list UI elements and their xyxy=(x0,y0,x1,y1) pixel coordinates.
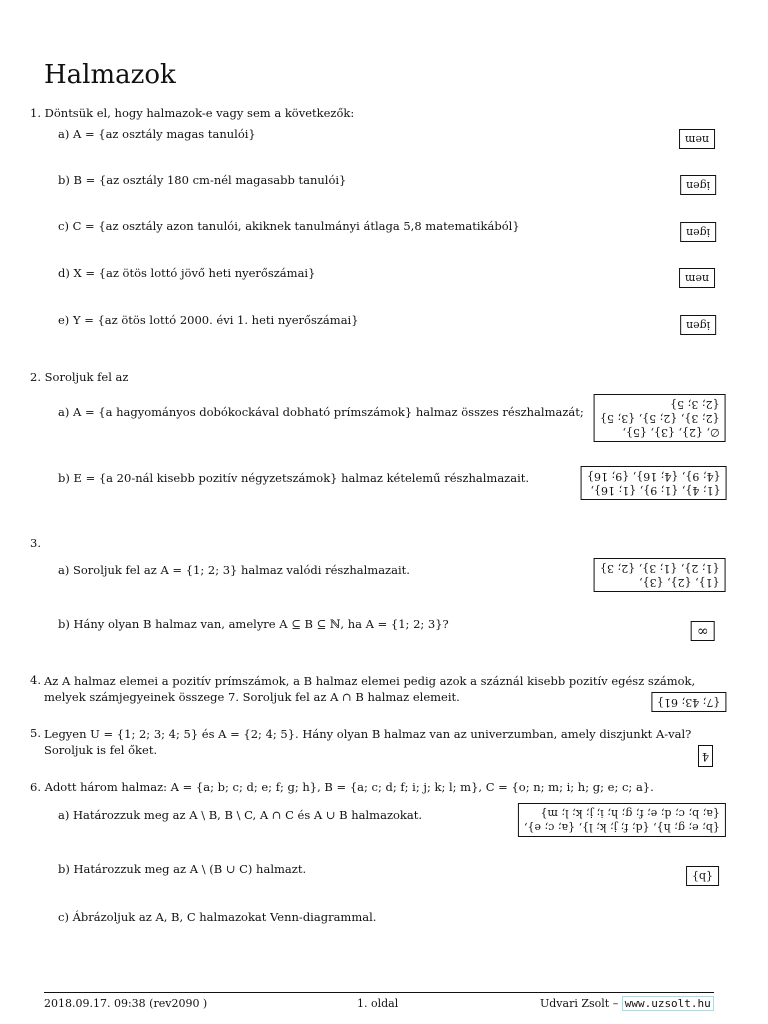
problem-6 xyxy=(30,780,654,794)
answer-box: nem xyxy=(679,129,715,149)
problem-6a: a) Határozzuk meg az A \ B, B \ C, A ∩ C és A ∪ B halmazokat. xyxy=(58,808,423,822)
problem-text: Az A halmaz elemei a pozitív prímszámok, a B halmaz elemei pedig azok a száznál kisebb pozitív egész számok, melyek számjegyeinek összege 7. Soroljuk fel az A ∩ B halmaz elemeit. xyxy=(44,674,696,704)
problem-number: 5. xyxy=(30,726,41,740)
page-title: Halmazok xyxy=(44,60,176,90)
answer-box: {b} xyxy=(686,866,719,886)
footer-date: 2018.09.17. 09:38 (rev2090 ) xyxy=(44,997,208,1010)
problem-1d: d) X = {az ötös lottó jövő heti nyerőszámai} xyxy=(58,266,316,280)
problem-3b: b) Hány olyan B halmaz van, amelyre A ⊆ B ⊆ ℕ, ha A = {1; 2; 3}? xyxy=(58,617,449,631)
footer-divider xyxy=(44,992,714,993)
answer-box: 4 xyxy=(698,745,713,767)
answer-box: {1}, {2}, {3}, {1; 2}, {1; 3}, {2; 3} xyxy=(594,558,726,592)
footer-author: Udvari Zsolt – www.uzsolt.hu xyxy=(540,997,714,1010)
footer-page-number: 1. oldal xyxy=(357,997,399,1010)
problem-number: 2. xyxy=(30,370,41,384)
problem-text: Legyen U = {1; 2; 3; 4; 5} és A = {2; 4; 5}. Hány olyan B halmaz van az univerzumban, amely diszjunkt A-val? Soroljuk is fel őket. xyxy=(44,727,692,757)
footer-url-link[interactable]: www.uzsolt.hu xyxy=(622,996,714,1011)
problem-number: 3. xyxy=(30,536,41,550)
answer-box: igen xyxy=(680,222,716,242)
problem-1b: b) B = {az osztály 180 cm-nél magasabb tanulói} xyxy=(58,173,347,187)
problem-1c: c) C = {az osztály azon tanulói, akiknek tanulmányi átlaga 5,8 matematikából} xyxy=(58,219,520,233)
problem-2a: a) A = {a hagyományos dobókockával dobható prímszámok} halmaz összes részhalmazát; xyxy=(58,405,584,419)
problem-2 xyxy=(30,370,128,384)
answer-box: {1; 4}, {1; 9}, {1; 16}, {4; 9}, {4; 16}, {9; 16} xyxy=(581,466,727,500)
answer-box: ∅, {2}, {3}, {5}, {2; 3}, {2; 5}, {3; 5} {2; 3; 5} xyxy=(594,394,726,442)
problem-6c: c) Ábrázoljuk az A, B, C halmazokat Venn-diagrammal. xyxy=(58,910,377,924)
problem-number: 4. xyxy=(30,673,41,687)
problem-1 xyxy=(30,106,354,120)
problem-1e: e) Y = {az ötös lottó 2000. évi 1. heti nyerőszámai} xyxy=(58,313,359,327)
problem-5 xyxy=(30,726,41,740)
answer-box: {7; 43; 61} xyxy=(651,692,726,712)
answer-box: ∞ xyxy=(691,621,715,641)
problem-3 xyxy=(30,536,41,550)
problem-6b: b) Határozzuk meg az A \ (B ∪ C) halmazt. xyxy=(58,862,307,876)
answer-box: igen xyxy=(680,175,716,195)
answer-box: {b; e; g; h}, {d; f; j; k; l}, {a; c; e}, {a; b; c; d; e; f; g; h; i; j; k; l; m} xyxy=(518,803,726,837)
problem-text: Döntsük el, hogy halmazok-e vagy sem a következők: xyxy=(44,106,355,120)
problem-3a: a) Soroljuk fel az A = {1; 2; 3} halmaz valódi részhalmazait. xyxy=(58,563,410,577)
problem-4 xyxy=(30,673,41,687)
problem-2b: b) E = {a 20-nál kisebb pozitív négyzetszámok} halmaz kételemű részhalmazait. xyxy=(58,471,530,485)
problem-number: 1. xyxy=(30,106,41,120)
problem-text: Soroljuk fel az xyxy=(44,370,129,384)
problem-1a: a) A = {az osztály magas tanulói} xyxy=(58,127,256,141)
problem-number: 6. xyxy=(30,780,41,794)
answer-box: igen xyxy=(680,315,716,335)
answer-box: nem xyxy=(679,268,715,288)
problem-text: Adott három halmaz: A = {a; b; c; d; e; f; g; h}, B = {a; c; d; f; i; j; k; l; m}, C = {o; n; m; i; h; g; e; c; a}. xyxy=(44,780,654,794)
